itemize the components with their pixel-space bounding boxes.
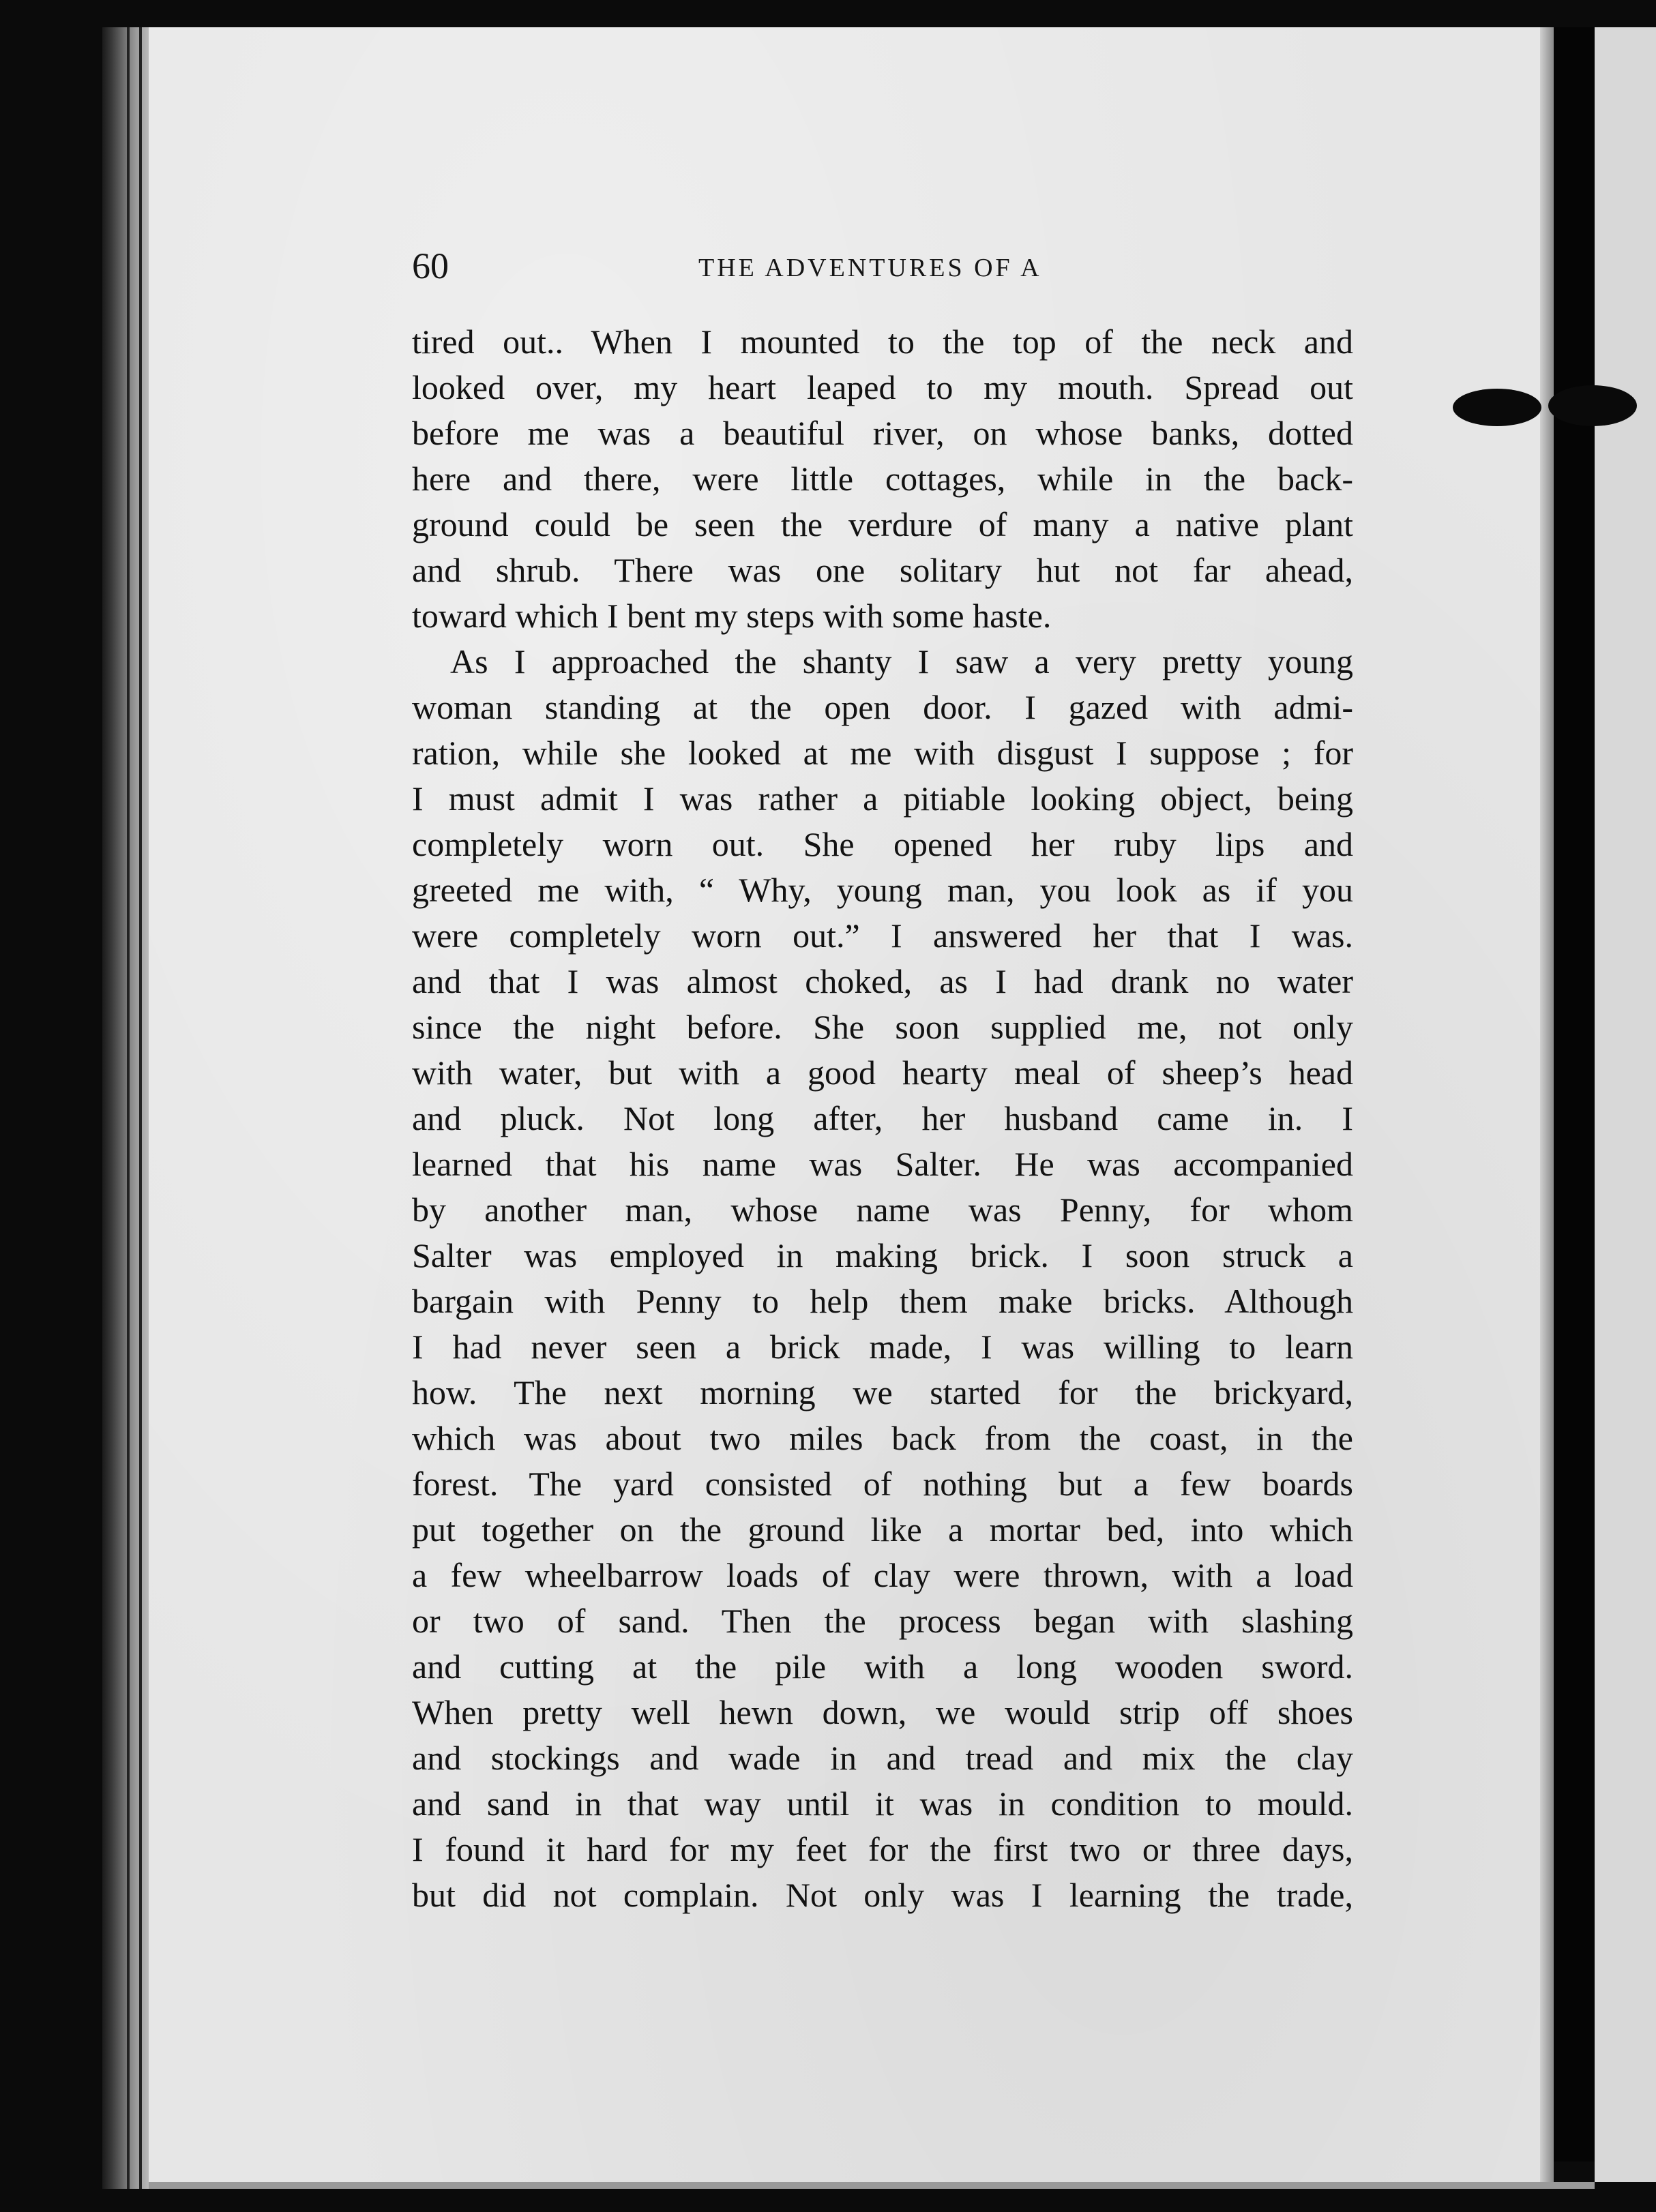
text-line: forest. The yard consisted of nothing but a few boards [412,1465,1353,1503]
text-line: before me was a beautiful river, on whose banks, dotted [412,414,1353,452]
text-line: learned that his name was Salter. He was accompanied [412,1145,1353,1183]
page-header [412,239,1353,293]
text-line: here and there, were little cottages, while in the back- [412,460,1353,498]
text-line: with water, but with a good hearty meal of sheep’s head [412,1053,1353,1092]
ink-blot [1453,389,1541,426]
running-head: THE ADVENTURES OF A [698,254,1042,282]
text-line: I must admit I was rather a pitiable looking object, being [412,779,1353,818]
scanner-dark-bar [1554,27,1595,2162]
text-line: and that I was almost choked, as I had drank no water [412,962,1353,1000]
text-line: greeted me with, “ Why, young man, you look as if you [412,871,1353,909]
text-line: but did not complain. Not only was I learning the trade, [412,1876,1353,1914]
text-line: Salter was employed in making brick. I soon struck a [412,1236,1353,1274]
text-line: I had never seen a brick made, I was willing to learn [412,1328,1353,1366]
page-edge [1540,27,1554,2189]
text-line: When pretty well hewn down, we would strip off shoes [412,1693,1353,1731]
text-line: were completely worn out.” I answered her that I was. [412,916,1353,955]
text-line: woman standing at the open door. I gazed with admi- [412,688,1353,726]
page-bottom-edge [149,2182,1595,2189]
text-line: a few wheelbarrow loads of clay were thrown, with a load [412,1556,1353,1594]
text-line: and stockings and wade in and tread and mix the clay [412,1739,1353,1777]
body-text [412,319,1353,1918]
page-number: 60 [412,245,449,286]
book-spine [102,27,150,2189]
binding-line [127,27,130,2189]
text-line: and sand in that way until it was in condition to mould. [412,1784,1353,1823]
binding-line [139,27,142,2189]
text-line: I found it hard for my feet for the first two or three days, [412,1830,1353,1868]
text-line: looked over, my heart leaped to my mouth. Spread out [412,368,1353,406]
text-line: and cutting at the pile with a long wooden sword. [412,1647,1353,1686]
text-line: ration, while she looked at me with disgust I suppose ; for [412,734,1353,772]
text-line: As I approached the shanty I saw a very pretty young [450,642,1353,681]
text-line: toward which I bent my steps with some haste. [412,597,1052,635]
text-line: put together on the ground like a mortar bed, into which [412,1510,1353,1549]
text-line: bargain with Penny to help them make bricks. Although [412,1282,1353,1320]
text-line: or two of sand. Then the process began with slashing [412,1602,1353,1640]
text-line: by another man, whose name was Penny, for whom [412,1191,1353,1229]
text-line: which was about two miles back from the coast, in the [412,1419,1353,1457]
text-line: and shrub. There was one solitary hut not far ahead, [412,551,1353,589]
text-line: completely worn out. She opened her ruby lips and [412,825,1353,863]
text-line: since the night before. She soon supplied me, not only [412,1008,1353,1046]
text-line: how. The next morning we started for the brickyard, [412,1373,1353,1411]
text-line: tired out.. When I mounted to the top of the neck and [412,323,1353,361]
text-line: and pluck. Not long after, her husband came in. I [412,1099,1353,1137]
text-line: ground could be seen the verdure of many a native plant [412,505,1353,543]
next-page-strip [1595,27,1656,2182]
ink-blot [1548,385,1637,426]
